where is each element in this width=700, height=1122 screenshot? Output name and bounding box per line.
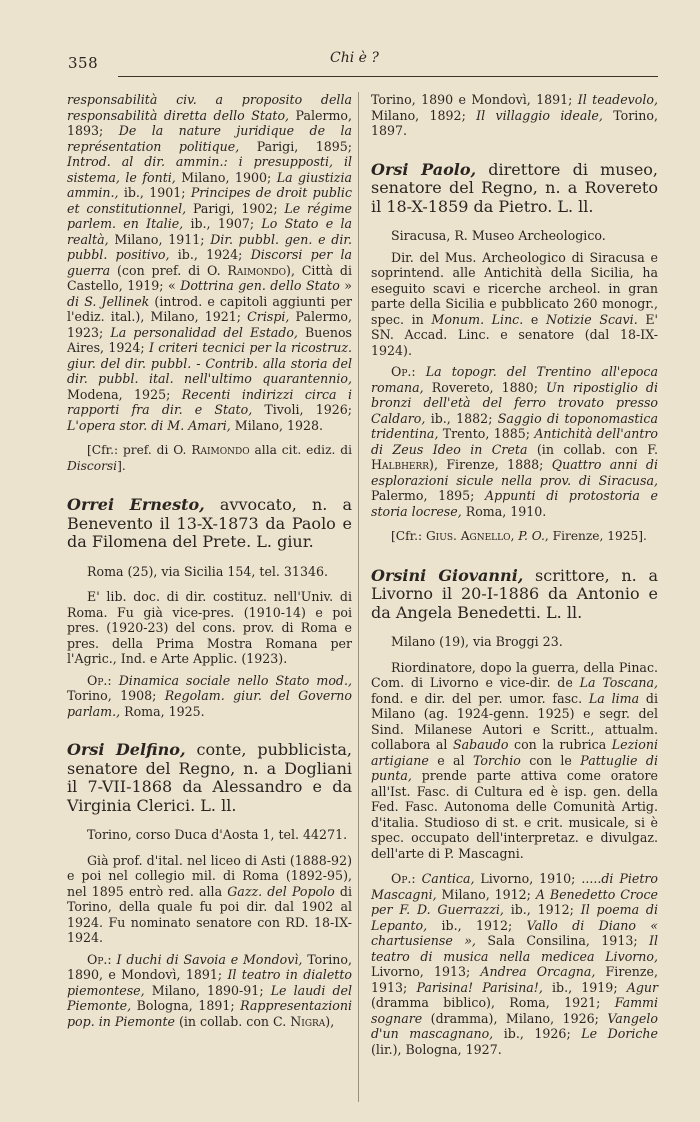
entry-works: Op.: La topogr. del Trentino all'epoca romana, Rovereto, 1880; Un ripostiglio di bronzi dell'età del ferro trovato presso Caldaro, ib., 1882; Saggio di toponomastica tridentina, Trento, 1885; Antichità dell'antro di Zeus Ideo in Creta (in collab. con F. Halbherr), Firenze, 1888; Quattro anni di esplorazioni sicule nella prov. di Siracusa, Palermo, 1895; Appunti di protostoria e storia locrese, Roma, 1910. — [371, 364, 659, 519]
cross-reference: [Cfr.: Gius. Agnello, P. O., Firenze, 1925]. — [391, 529, 647, 543]
entry-address: Siracusa, R. Museo Archeologico. — [391, 228, 606, 243]
entry-biography: Riordinatore, dopo la guerra, della Pinac. Com. di Livorno e vice-dir. de La Toscana, fond. e dir. del per. umor. fasc. La lima di Milano (ag. 1924-genn. 1925) e segr. del Sind. Milanese Autori e Scritt., attualm. collabora al Sabaudo con la rubrica Lezioni artigiane e al Torchio con le Pattuglie di punta, prende parte attiva come oratore all'Ist. Fasc. di Cultura ed è isp. gen. della Fed. Fasc. Autonoma delle Comunità Artig. d'italia. Studioso di st. e crit. musicale, si è spec. occupato dell'interpretaz. e divulgaz. dell'arte di P. Mascagni. — [371, 659, 658, 861]
page-number: 358 — [68, 54, 99, 72]
entry-heading-orsi-delfino: Orsi Delfino, conte, pubblicista, senatore del Regno, n. a Dogliani il 7-VII-1868 da Alessandro e da Virginia Clerici. L. ll. — [67, 740, 352, 815]
entry-biography: Già prof. d'ital. nel liceo di Asti (1888-92) e poi nel collegio mil. di Roma (1892-95), nel 1895 entrò red. alla Gazz. del Popolo di Torino, della quale fu poi dir. dal 1902 al 1924. Fu nominato senatore con RD. 18-IX-1924. — [67, 852, 352, 945]
entry-heading-orsi-paolo: Orsi Paolo, direttore di museo, senatore del Regno, n. a Rovereto il 18-X-1859 da Pietro. L. ll. — [371, 159, 658, 216]
continued-entry-works: responsabilità civ. a proposito della responsabilità diretta dello Stato, Palermo, 1893; De la nature juridique de la représentation politique, Parigi, 1895; Introd. al dir. ammin.: i presupposti, il sistema, le fonti, Milano, 1900; La giustizia ammin., ib., 1901; Principes de droit public et constitutionnel, Parigi, 1902; Le régime parlem. en Italie, ib., 1907; Lo Stato e la realtà, Milano, 1911; Dir. pubbl. gen. e dir. pubbl. positivo, ib., 1924; Discorsi per la guerra (con pref. di O. Raimondo), Città di Castello, 1919; « Dottrina gen. dello Stato » di S. Jellinek (introd. e capitoli aggiunti per l'ediz. ital.), Milano, 1921; Crispi, Palermo, 1923; La personalidad del Estado, Buenos Aires, 1924; I criteri tecnici per la ricostruz. giur. del dir. pubbl. - Contrib. alla storia del dir. pubbl. ital. nell'ultimo quarantennio, Modena, 1925; Recenti indirizzi circa i rapporti fra dir. e Stato, Tivoli, 1926; L'opera stor. di M. Amari, Milano, 1928. — [67, 92, 353, 433]
header-rule — [118, 76, 658, 77]
cross-reference: [Cfr.: pref. di O. Raimondo alla cit. ediz. di Discorsi]. — [67, 443, 352, 473]
entry-address: Milano (19), via Broggi 23. — [391, 634, 563, 649]
right-column — [371, 92, 658, 1057]
left-column — [67, 92, 352, 1029]
page-header — [68, 46, 658, 76]
entry-biography: E' lib. doc. di dir. costituz. nell'Univ. di Roma. Fu già vice-pres. (1910-14) e poi pres. (1920-23) del cons. prov. di Roma e pres. della Prima Mostra Romana per l'Agric., Ind. e Arte Applic. (1923). — [67, 589, 352, 666]
entry-address: Torino, corso Duca d'Aosta 1, tel. 44271. — [87, 827, 348, 842]
entry-heading-orrei-ernesto: Orrei Ernesto, avvocato, n. a Benevento il 13-X-1873 da Paolo e da Filomena del Prete. L. giur. — [67, 495, 353, 551]
continued-entry-works: Torino, 1890 e Mondovì, 1891; Il teadevolo, Milano, 1892; Il villaggio ideale, Torino, 1897. — [371, 92, 658, 138]
entry-works: Op.: I duchi di Savoia e Mondovì, Torino, 1890, e Mondovì, 1891; Il teatro in dialetto piemontese, Milano, 1890-91; Le laudi del Piemonte, Bologna, 1891; Rappresentazioni pop. in Piemonte (in collab. con C. Nigra), — [67, 951, 352, 1029]
column-divider — [358, 92, 359, 1102]
entry-heading-orsini-giovanni: Orsini Giovanni, scrittore, n. a Livorno il 20-I-1886 da Antonio e da Angela Benedetti. L. ll. — [371, 565, 658, 622]
running-title: Chi è ? — [330, 50, 379, 66]
entry-works: Op.: Dinamica sociale nello Stato mod., Torino, 1908; Regolam. giur. del Governo parlam., Roma, 1925. — [67, 672, 352, 719]
entry-biography: Dir. del Mus. Archeologico di Siracusa e soprintend. alle Antichità della Sicilia, ha eseguito scavi e ricerche archeol. in gran parte della Sicilia e pubblicato 260 monogr., spec. in Monum. Linc. e Notizie Scavi. E' SN. Accad. Linc. e senatore (dal 18-IX-1924). — [371, 249, 658, 358]
entry-works: Op.: Cantica, Livorno, 1910; .....di Pietro Mascagni, Milano, 1912; A Benedetto Croce per F. D. Guerrazzi, ib., 1912; Il poema di Lepanto, ib., 1912; Vallo di Diano « chartusiense », Sala Consilina, 1913; Il teatro di musica nella medicea Livorno, Livorno, 1913; Andrea Orcagna, Firenze, 1913; Parisina! Parisina!, ib., 1919; Agur (dramma biblico), Roma, 1921; Fammi sognare (dramma), Milano, 1926; Vangelo d'un mascagnano, ib., 1926; Le Doriche (lir.), Bologna, 1927. — [371, 871, 659, 1057]
entry-address: Roma (25), via Sicilia 154, tel. 31346. — [87, 563, 328, 579]
